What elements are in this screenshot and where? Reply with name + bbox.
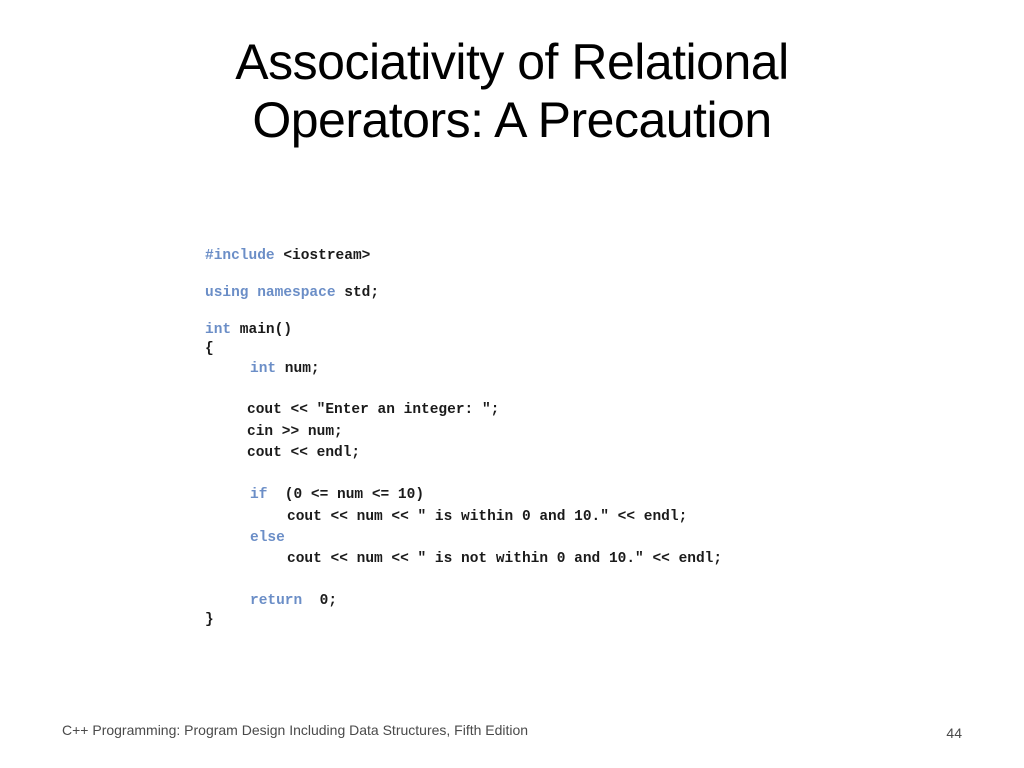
- code-line-within: [287, 507, 687, 527]
- code-line-namespace: [205, 283, 379, 303]
- code-keyword: if: [250, 487, 268, 503]
- code-line-declare: [250, 359, 320, 379]
- code-line-if: [250, 485, 424, 505]
- code-line-prompt: [247, 400, 499, 420]
- code-text: cout << num << " is within 0 and 10." << endl;: [287, 509, 688, 525]
- code-text: num;: [276, 361, 320, 377]
- code-text: cout << num << " is not within 0 and 10." << endl;: [287, 551, 723, 567]
- code-line-return: [250, 591, 337, 611]
- code-text: <iostream>: [274, 248, 371, 264]
- code-text: cin >> num;: [247, 424, 343, 440]
- code-text: {: [205, 341, 214, 357]
- title-line-1: Associativity of Relational: [235, 34, 789, 90]
- slide-footer: C++ Programming: Program Design Including Data Structures, Fifth Edition: [62, 722, 529, 738]
- code-line-not-within: [287, 549, 722, 569]
- code-keyword: else: [250, 530, 285, 546]
- page-number: 44: [946, 725, 962, 741]
- code-line-endl: [247, 443, 360, 463]
- code-line-close-brace: [205, 610, 214, 630]
- slide-title: [0, 33, 1024, 149]
- code-keyword: using: [205, 285, 249, 301]
- code-text: (0 <= num <= 10): [267, 487, 425, 503]
- code-line-include: [205, 246, 370, 266]
- code-keyword: int: [250, 361, 277, 377]
- code-text: main(): [231, 322, 293, 338]
- code-line-input: [247, 422, 343, 442]
- code-keyword: namespace: [257, 285, 336, 301]
- code-line-main: [205, 320, 292, 340]
- code-line-else: [250, 528, 285, 548]
- code-keyword: int: [205, 322, 232, 338]
- code-text: cout << endl;: [247, 445, 361, 461]
- title-line-2: Operators: A Precaution: [252, 92, 772, 148]
- code-text: std;: [335, 285, 380, 301]
- code-text: cout << "Enter an integer: ";: [247, 402, 500, 418]
- code-text: }: [205, 612, 214, 628]
- code-keyword: return: [250, 593, 303, 609]
- code-line-open-brace: [205, 339, 214, 359]
- code-keyword: #include: [205, 248, 275, 264]
- code-text: 0;: [302, 593, 338, 609]
